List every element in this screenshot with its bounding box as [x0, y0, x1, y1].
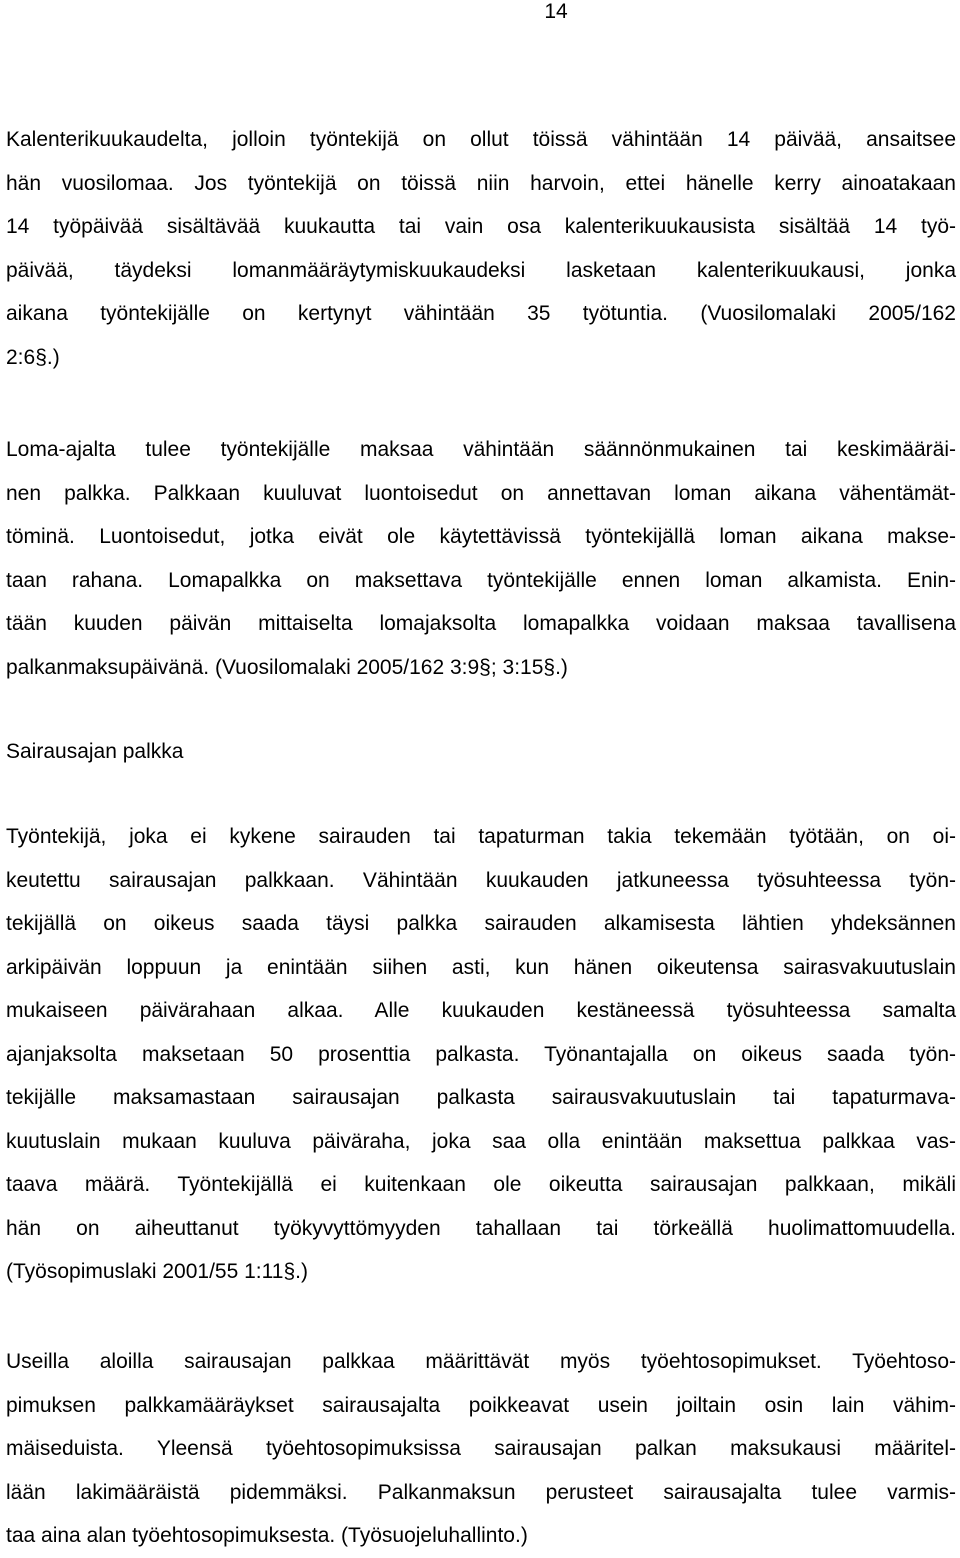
text-line: Useilla aloilla sairausajan palkkaa määrittävät myös työehtosopimukset. Työehtoso- — [6, 1350, 956, 1373]
text-line: (Työsopimuslaki 2001/55 1:11§.) — [6, 1260, 308, 1283]
text-line: taan rahana. Lomapalkka on maksettava työntekijälle ennen loman alkamista. Enin- — [6, 568, 956, 592]
text-line: tekijälle maksamastaan sairausajan palkasta sairausvakuutuslain tai tapaturmava- — [6, 1086, 956, 1109]
text-line: kuutuslain mukaan kuuluva päiväraha, joka saa olla enintään maksettua palkkaa vas- — [6, 1129, 956, 1153]
paragraph-holiday-pay — [6, 428, 956, 689]
text-line: Kalenterikuukaudelta, jolloin työntekijä on ollut töissä vähintään 14 päivää, ansaitsee — [6, 128, 956, 151]
text-line: lään lakimääräistä pidemmäksi. Palkanmaksun perusteet sairausajalta tulee varmis- — [6, 1480, 956, 1504]
text-line: keutettu sairausajan palkkaan. Vähintään kuukauden jatkuneessa työsuhteessa työn- — [6, 868, 956, 892]
text-line: Loma-ajalta tulee työntekijälle maksaa vähintään säännönmukainen tai keskimääräi- — [6, 438, 956, 461]
paragraph-sick-pay — [6, 815, 956, 1294]
section-heading: Sairausajan palkka — [6, 740, 184, 763]
text-line: hän on aiheuttanut työkyvyttömyyden tahallaan tai törkeällä huolimattomuudella. — [6, 1216, 956, 1240]
text-line: ajanjaksolta maksetaan 50 prosenttia palkasta. Työnantajalla on oikeus saada työn- — [6, 1042, 956, 1066]
text-line: mäiseduista. Yleensä työehtosopimuksissa sairausajan palkan maksukausi määritel- — [6, 1437, 956, 1460]
text-line: palkanmaksupäivänä. (Vuosilomalaki 2005/162 3:9§; 3:15§.) — [6, 655, 568, 679]
text-line: pimuksen palkkamääräykset sairausajalta poikkeavat usein joiltain osin lain vähim- — [6, 1393, 956, 1417]
text-line: taava määrä. Työntekijällä ei kuitenkaan ole oikeutta sairausajan palkkaan, mikäli — [6, 1173, 956, 1196]
text-line: aikana työntekijälle on kertynyt vähintään 35 työtuntia. (Vuosilomalaki 2005/162 — [6, 302, 956, 325]
text-line: töminä. Luontoisedut, jotka eivät ole käytettävissä työntekijällä loman aikana makse- — [6, 525, 956, 548]
text-line: arkipäivän loppuun ja enintään siihen asti, kun hänen oikeutensa sairasvakuutuslain — [6, 955, 956, 979]
text-line: Työntekijä, joka ei kykene sairauden tai tapaturman takia tekemään työtään, on oi- — [6, 825, 956, 848]
text-line: hän vuosilomaa. Jos työntekijä on töissä niin harvoin, ettei hänelle kerry ainoatakaan — [6, 171, 956, 195]
text-line: 2:6§.) — [6, 345, 60, 369]
text-line: 14 työpäivää sisältävää kuukautta tai vain osa kalenterikuukausista sisältää 14 työ- — [6, 215, 956, 238]
paragraph-collective-agreements — [6, 1340, 956, 1558]
text-line: taa aina alan työehtosopimuksesta. (Työsuojeluhallinto.) — [6, 1524, 528, 1547]
text-line: mukaiseen päivärahaan alkaa. Alle kuukauden kestäneessä työsuhteessa samalta — [6, 999, 956, 1022]
text-line: nen palkka. Palkkaan kuuluvat luontoisedut on annettavan loman aikana vähentämät- — [6, 481, 956, 505]
page-number: 14 — [544, 0, 568, 23]
text-line: tään kuuden päivän mittaiselta lomajaksolta lomapalkka voidaan maksaa tavallisena — [6, 612, 956, 635]
text-line: tekijällä on oikeus saada täysi palkka sairauden alkamisesta lähtien yhdeksännen — [6, 912, 956, 935]
paragraph-vacation-accrual — [6, 118, 956, 379]
text-line: päivää, täydeksi lomanmääräytymiskuukaudeksi lasketaan kalenterikuukausi, jonka — [6, 258, 956, 282]
